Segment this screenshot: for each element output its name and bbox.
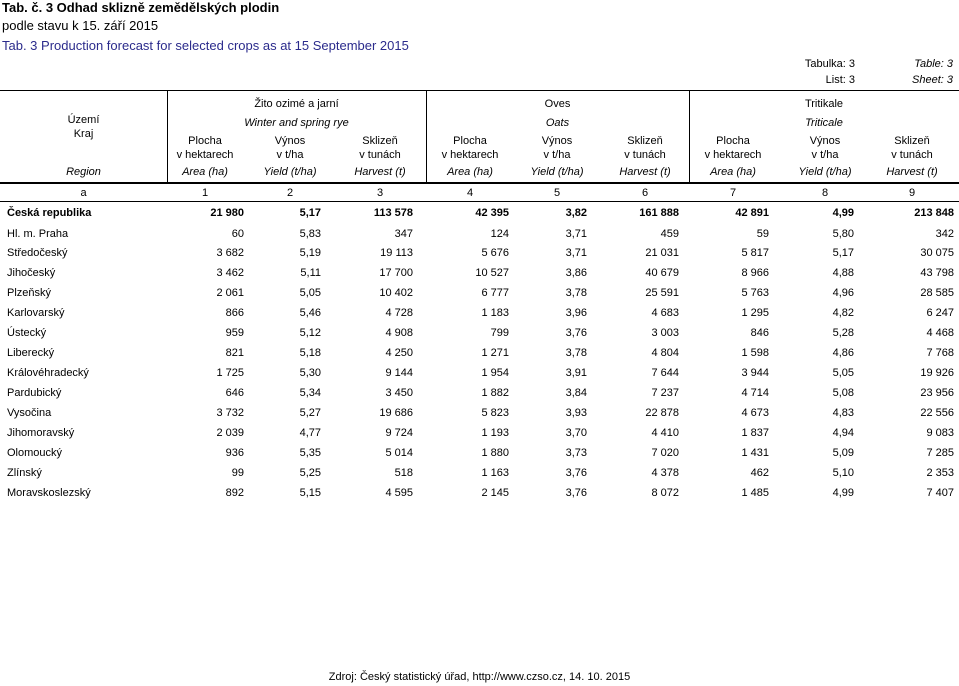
colnum: 2 [286,187,294,199]
table-cell: 7 407 [926,487,954,499]
sheet-label: Sheet: 3 [912,74,953,86]
table-cell: 4,82 [832,307,854,319]
colnum: 7 [729,187,737,199]
sub-harvest-cz1: Sklizeň [627,135,663,147]
sub-yield-cz1: Výnos [541,135,573,147]
table-cell: 5,30 [299,367,321,379]
table-cell: 5 676 [481,247,509,259]
sub-area-en: Area (ha) [182,166,228,178]
table-cell: 5,83 [299,228,321,240]
table-cell: 4 595 [385,487,413,499]
colnum: 8 [821,187,829,199]
table-cell: 5 823 [481,407,509,419]
table-cell: 1 725 [216,367,244,379]
source-note: Zdroj: Český statistický úřad, http://www.czso.cz, 14. 10. 2015 [328,671,631,683]
sub-harvest-cz2: v tunách [891,149,933,161]
table-cell: 5,46 [299,307,321,319]
table-cell: 30 075 [920,247,954,259]
table-cell: 2 061 [216,287,244,299]
table-cell: 1 193 [481,427,509,439]
table-cell: 213 848 [914,207,954,219]
table-row [0,343,959,363]
table-cell: 10 402 [379,287,413,299]
table-cell: 8 966 [741,267,769,279]
colnum: 1 [201,187,209,199]
sub-yield-en: Yield (t/ha) [530,166,584,178]
table-cell: 5,05 [832,367,854,379]
table-cell: 2 353 [926,467,954,479]
table-cell: 4,99 [832,487,854,499]
region-name: Jihočeský [7,267,56,279]
table-label: Table: 3 [914,58,953,70]
table-cell: 8 072 [651,487,679,499]
table-cell: 5,25 [299,467,321,479]
table-cell: 4 378 [651,467,679,479]
sub-harvest-en: Harvest (t) [354,166,406,178]
table-cell: 3,78 [565,287,587,299]
table-row [0,403,959,423]
table-cell: 60 [231,228,244,240]
colnum: 6 [641,187,649,199]
table-cell: 4,77 [299,427,321,439]
table-cell: 3,70 [565,427,587,439]
table-cell: 5 763 [741,287,769,299]
table-cell: 161 888 [639,207,679,219]
region-name: Česká republika [7,207,92,219]
table-cell: 1 271 [481,347,509,359]
region-name: Zlínský [7,467,42,479]
table-cell: 3,73 [565,447,587,459]
table-cell: 5,18 [299,347,321,359]
table-cell: 9 144 [385,367,413,379]
table-row [0,303,959,323]
table-cell: 518 [394,467,413,479]
table-cell: 4 468 [926,327,954,339]
region-name: Středočeský [7,247,68,259]
table-cell: 5,12 [299,327,321,339]
header-top-border [0,90,959,91]
colnum: 5 [553,187,561,199]
table-cell: 5,27 [299,407,321,419]
table-row [0,423,959,443]
table-cell: 3 450 [385,387,413,399]
sub-yield-cz2: v t/ha [811,149,839,161]
region-name: Karlovarský [7,307,65,319]
table-cell: 5,80 [832,228,854,240]
table-cell: 5,17 [832,247,854,259]
table-cell: 4 714 [741,387,769,399]
sub-harvest-en: Harvest (t) [886,166,938,178]
table-cell: 23 956 [920,387,954,399]
table-row [0,383,959,403]
table-cell: 5 014 [385,447,413,459]
table-cell: 6 777 [481,287,509,299]
table-cell: 866 [225,307,244,319]
table-row [0,443,959,463]
table-cell: 5,34 [299,387,321,399]
region-name: Pardubický [7,387,62,399]
colnum: 4 [466,187,474,199]
sub-harvest-cz2: v tunách [359,149,401,161]
table-cell: 4 410 [651,427,679,439]
table-cell: 7 285 [926,447,954,459]
table-cell: 936 [225,447,244,459]
table-cell: 3,91 [565,367,587,379]
sub-area-en: Area (ha) [710,166,756,178]
sub-harvest-cz1: Sklizeň [362,135,398,147]
table-cell: 99 [231,467,244,479]
table-cell: 1 954 [481,367,509,379]
sub-area-cz2: v hektarech [176,149,234,161]
header-region: Region [66,166,101,178]
table-cell: 22 556 [920,407,954,419]
sub-area-en: Area (ha) [447,166,493,178]
table-row [0,283,959,303]
list-label: List: 3 [825,74,855,86]
table-row [0,463,959,483]
table-cell: 1 163 [481,467,509,479]
region-name: Liberecký [7,347,55,359]
table-cell: 19 926 [920,367,954,379]
crop-oats-cz: Oves [544,98,571,110]
region-name: Olomoucký [7,447,63,459]
table-cell: 4,96 [832,287,854,299]
crop-rye-cz: Žito ozimé a jarní [254,98,339,110]
sub-yield-cz2: v t/ha [543,149,571,161]
colnum: a [80,187,87,199]
crop-rye-en: Winter and spring rye [244,117,349,129]
colnum: 3 [376,187,384,199]
table-row [0,483,959,503]
table-cell: 1 431 [741,447,769,459]
table-cell: 5,17 [299,207,321,219]
table-cell: 42 891 [735,207,769,219]
table-row [0,243,959,263]
table-cell: 4,88 [832,267,854,279]
region-name: Královéhradecký [7,367,89,379]
table-cell: 7 644 [651,367,679,379]
table-cell: 4 250 [385,347,413,359]
table-cell: 40 679 [645,267,679,279]
table-cell: 459 [660,228,679,240]
region-name: Ústecký [7,327,47,339]
table-row [0,323,959,343]
table-cell: 7 237 [651,387,679,399]
tabulka-label: Tabulka: 3 [804,58,855,70]
table-cell: 2 039 [216,427,244,439]
table-cell: 3 003 [651,327,679,339]
table-cell: 5,10 [832,467,854,479]
table-cell: 9 083 [926,427,954,439]
colnum: 9 [908,187,916,199]
table-cell: 5 817 [741,247,769,259]
sub-harvest-cz2: v tunách [624,149,666,161]
table-cell: 3,96 [565,307,587,319]
table-cell: 3,76 [565,327,587,339]
header-bottom-border [0,201,959,202]
table-cell: 347 [394,228,413,240]
table-cell: 22 878 [645,407,679,419]
table-cell: 3 944 [741,367,769,379]
table-cell: 5,09 [832,447,854,459]
region-name: Jihomoravský [7,427,75,439]
sub-area-cz1: Plocha [188,135,222,147]
region-name: Vysočina [7,407,52,419]
region-name: Moravskoslezský [7,487,91,499]
table-cell: 1 295 [741,307,769,319]
crop-triticale-en: Triticale [805,117,843,129]
table-cell: 19 113 [380,247,413,259]
region-name: Hl. m. Praha [7,228,69,240]
table-cell: 113 578 [373,207,413,219]
header-kraj: Kraj [73,128,94,140]
header-uzemi: Území [67,114,100,126]
table-cell: 3,71 [565,228,587,240]
table-cell: 1 882 [481,387,509,399]
table-cell: 42 395 [475,207,509,219]
table-cell: 4,99 [832,207,854,219]
table-cell: 5,08 [832,387,854,399]
sub-area-cz2: v hektarech [441,149,499,161]
table-cell: 1 598 [741,347,769,359]
crop-triticale-cz: Tritikale [804,98,844,110]
table-cell: 4 728 [385,307,413,319]
table-cell: 2 145 [481,487,509,499]
table-cell: 4,86 [832,347,854,359]
table-cell: 4 804 [651,347,679,359]
table-cell: 3,86 [565,267,587,279]
table-cell: 19 686 [379,407,413,419]
table-row [0,363,959,383]
region-name: Plzeňský [7,287,52,299]
table-cell: 3,76 [565,487,587,499]
table-cell: 342 [935,228,954,240]
crop-oats-en: Oats [545,117,570,129]
table-cell: 4,83 [832,407,854,419]
table-cell: 4 673 [741,407,769,419]
sub-yield-en: Yield (t/ha) [798,166,852,178]
table-cell: 3,78 [565,347,587,359]
table-cell: 4,94 [832,427,854,439]
table-cell: 43 798 [920,267,954,279]
table-cell: 21 031 [645,247,679,259]
table-cell: 821 [225,347,244,359]
table-cell: 124 [490,228,509,240]
table-cell: 3,71 [565,247,587,259]
table-cell: 462 [750,467,769,479]
sub-yield-en: Yield (t/ha) [263,166,317,178]
table-title-en: Tab. 3 Production forecast for selected crops as at 15 September 2015 [2,38,409,53]
table-cell: 1 485 [741,487,769,499]
table-cell: 28 585 [920,287,954,299]
table-cell: 4 683 [651,307,679,319]
table-row [0,203,959,223]
sub-area-cz1: Plocha [716,135,750,147]
header-double-border [0,183,959,184]
table-cell: 3,93 [565,407,587,419]
table-cell: 25 591 [645,287,679,299]
table-cell: 7 020 [651,447,679,459]
table-cell: 892 [225,487,244,499]
table-row [0,263,959,283]
sub-area-cz2: v hektarech [704,149,762,161]
table-cell: 3,76 [565,467,587,479]
table-cell: 59 [756,228,769,240]
table-cell: 5,28 [832,327,854,339]
table-cell: 17 700 [379,267,413,279]
table-cell: 7 768 [926,347,954,359]
table-cell: 10 527 [475,267,509,279]
table-cell: 5,05 [299,287,321,299]
table-cell: 959 [225,327,244,339]
table-cell: 646 [225,387,244,399]
table-row [0,224,959,244]
table-title-cz: Tab. č. 3 Odhad sklizně zemědělských plodin [2,0,280,15]
table-cell: 846 [750,327,769,339]
sub-yield-cz1: Výnos [809,135,841,147]
table-cell: 3 682 [216,247,244,259]
table-cell: 4 908 [385,327,413,339]
table-cell: 5,11 [300,267,321,279]
sub-area-cz1: Plocha [453,135,487,147]
table-cell: 1 837 [741,427,769,439]
table-cell: 1 880 [481,447,509,459]
table-cell: 6 247 [926,307,954,319]
sub-harvest-en: Harvest (t) [619,166,671,178]
table-cell: 5,19 [299,247,321,259]
table-cell: 1 183 [481,307,509,319]
table-subtitle-cz: podle stavu k 15. září 2015 [2,18,159,33]
table-cell: 3,82 [565,207,587,219]
table-cell: 3,84 [565,387,587,399]
table-cell: 5,35 [299,447,321,459]
table-cell: 5,15 [299,487,321,499]
table-cell: 9 724 [385,427,413,439]
sub-yield-cz2: v t/ha [276,149,304,161]
sub-yield-cz1: Výnos [274,135,306,147]
sub-harvest-cz1: Sklizeň [894,135,930,147]
table-cell: 799 [490,327,509,339]
table-cell: 3 462 [216,267,244,279]
table-cell: 21 980 [210,207,244,219]
table-cell: 3 732 [216,407,244,419]
